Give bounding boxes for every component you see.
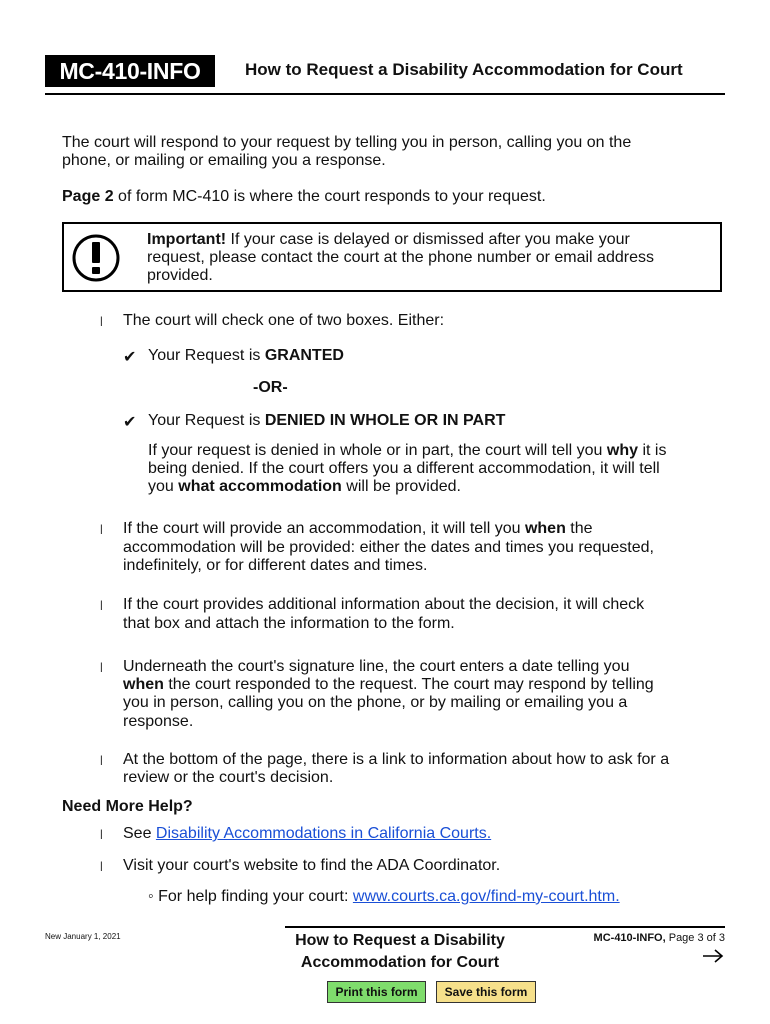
bullet-marker: l <box>100 522 103 537</box>
denied-explain-what: what accommodation <box>178 478 342 495</box>
footer-title <box>260 930 540 974</box>
footer-title-line-1: How to Request a Disability <box>295 932 505 949</box>
footer-form-id: MC-410-INFO, <box>593 932 666 944</box>
footer-page-label <box>560 932 725 944</box>
granted-prefix: Your Request is <box>148 347 265 364</box>
granted-bold: GRANTED <box>264 347 344 364</box>
disability-accommodations-link[interactable]: Disability Accommodations in California Courts. <box>155 825 492 842</box>
bullet-4-2b: the court responded to the request. The court may respond by telling <box>163 676 654 693</box>
bullet-4-line-1: Underneath the court's signature line, the court enters a date telling you <box>123 658 630 675</box>
bullet-3-line-1: If the court provides additional information about the decision, it will check <box>123 596 645 613</box>
bullet-3-line-2: that box and attach the information to the form. <box>123 615 455 632</box>
denied-explain-1a: If your request is denied in whole or in part, the court will tell you <box>148 442 607 459</box>
footer-title-line-2: Accommodation for Court <box>300 954 500 971</box>
footer-date: New January 1, 2021 <box>45 932 121 941</box>
bullet-2-line-2: accommodation will be provided: either the dates and times you requested, <box>123 539 654 556</box>
bullet-2-line-1 <box>123 520 593 538</box>
denied-explain-3 <box>148 478 461 496</box>
bullet-marker: l <box>100 859 103 874</box>
checkmark-icon: ✔ <box>123 349 137 366</box>
bullet-2-1c: the <box>565 520 593 537</box>
footer-page-number: Page 3 of 3 <box>665 932 725 944</box>
important-callout <box>62 222 722 292</box>
denied-explain-1c: it is <box>638 442 667 459</box>
important-line-3: provided. <box>147 267 213 284</box>
next-page-arrow-icon[interactable] <box>702 948 724 964</box>
find-my-court-link[interactable]: www.courts.ca.gov/find-my-court.htm. <box>352 888 620 905</box>
bullet-2-1a: If the court will provide an accommodation, it will tell you <box>123 520 525 537</box>
intro-line-1: The court will respond to your request by telling you in person, calling you on the <box>62 134 632 151</box>
granted-line <box>148 347 344 365</box>
denied-explain-3c: will be provided. <box>341 478 461 495</box>
form-header-title: How to Request a Disability Accommodation for Court <box>245 60 683 79</box>
circle-bullet-icon: ◦ <box>148 888 154 905</box>
bullet-2-when: when <box>524 520 566 537</box>
bullet-marker: l <box>100 660 103 675</box>
bullet-5-line-1: At the bottom of the page, there is a link to information about how to ask for a <box>123 751 670 768</box>
form-id-badge: MC-410-INFO <box>45 55 215 87</box>
important-line-2: request, please contact the court at the phone number or email address <box>147 249 654 266</box>
header-divider <box>45 93 725 95</box>
bullet-marker: l <box>100 753 103 768</box>
save-form-button[interactable]: Save this form <box>436 981 536 1003</box>
page2-bold: Page 2 <box>62 188 114 205</box>
or-separator: -OR- <box>253 379 288 396</box>
footer-divider <box>285 926 725 928</box>
help-heading: Need More Help? <box>62 798 193 815</box>
help-sub-line <box>148 888 620 906</box>
important-line-1: If your case is delayed or dismissed after you make your <box>226 231 630 248</box>
bullet-2-line-3: indefinitely, or for different dates and times. <box>123 557 428 574</box>
bullet-1-text: The court will check one of two boxes. Either: <box>123 312 445 329</box>
help-see-prefix: See <box>123 825 156 842</box>
denied-explain-why: why <box>606 442 639 459</box>
denied-explain-3a: you <box>148 478 179 495</box>
bullet-marker: l <box>100 314 103 329</box>
bullet-4-when: when <box>123 676 164 693</box>
help-see-line <box>123 825 491 843</box>
important-text <box>147 231 717 285</box>
help-visit-line: Visit your court's website to find the ADA Coordinator. <box>123 857 501 874</box>
bullet-4-line-4: response. <box>123 713 194 730</box>
important-label: Important! <box>147 231 227 248</box>
denied-bold: DENIED IN WHOLE OR IN PART <box>264 412 506 429</box>
help-sub-prefix: For help finding your court: <box>158 888 353 905</box>
denied-line <box>148 412 505 430</box>
bullet-marker: l <box>100 598 103 613</box>
denied-explain-1 <box>148 442 666 460</box>
page2-rest: of form MC-410 is where the court responds to your request. <box>113 188 546 205</box>
denied-prefix: Your Request is <box>148 412 265 429</box>
bullet-4-line-3: you in person, calling you on the phone, or by mailing or emailing you a <box>123 694 628 711</box>
checkmark-icon: ✔ <box>123 414 137 431</box>
bullet-marker: l <box>100 827 103 842</box>
intro-line-2: phone, or mailing or emailing you a response. <box>62 152 386 169</box>
bullet-5-line-2: review or the court's decision. <box>123 769 334 786</box>
bullet-4-line-2 <box>123 676 654 694</box>
print-form-button[interactable]: Print this form <box>327 981 426 1003</box>
denied-explain-2: being denied. If the court offers you a different accommodation, it will tell <box>148 460 660 477</box>
exclamation-icon <box>71 233 121 283</box>
page2-note <box>62 188 546 206</box>
